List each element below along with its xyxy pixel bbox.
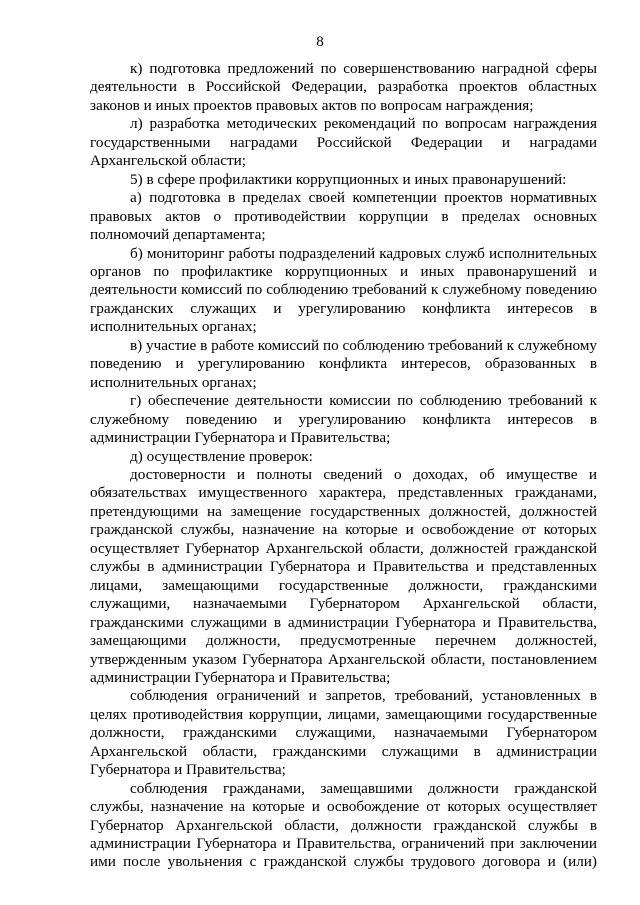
paragraph-k: к) подготовка предложений по совершенствованию наградной сферы деятельности в Российской Федерации, разработка проектов областных законов и иных проектов правовых актов по вопросам награждения;: [90, 60, 597, 114]
paragraph-v: в) участие в работе комиссий по соблюдению требований к служебному поведению и урегулированию конфликта интересов, образованных в исполнительных органах;: [90, 336, 597, 391]
paragraph-a: а) подготовка в пределах своей компетенции проектов нормативных правовых актов о противодействии коррупции в пределах основных полномочий департамента;: [90, 189, 597, 244]
paragraph-g: г) обеспечение деятельности комиссии по соблюдению требований к служебному поведению и урегулированию конфликта интересов в администрации Губернатора и Правительства;: [90, 392, 597, 447]
paragraph-d-compliance: соблюдения ограничений и запретов, требований, установленных в целях противодействия коррупции, лицами, замещающими государственные должности, гражданскими служащими, назначаемыми Губернатором Архангельской области, гражданскими служащими в администрации Губернатора и Правительства;: [90, 687, 597, 779]
paragraph-d: д) осуществление проверок:: [130, 447, 313, 465]
paragraph-d-former-employees: соблюдения гражданами, замещавшими должности гражданской службы, назначение на которые и освобождение от которых осуществляет Губернатор Архангельской области, должности гражданской службы в администрации Губернатора и Правительства, ограничений при заключении ими после увольнения с гражданской службы трудового договора и (или): [90, 779, 597, 871]
paragraph-b: б) мониторинг работы подразделений кадровых служб исполнительных органов по профилактике коррупционных и иных правонарушений и деятельности комиссий по соблюдению требований к служебному поведению гражданских служащих и урегулированию конфликта интересов в исполнительных органах;: [90, 244, 597, 336]
page-number: 8: [316, 34, 324, 50]
section-5-heading: 5) в сфере профилактики коррупционных и иных правонарушений:: [130, 170, 567, 188]
document-body: [90, 60, 597, 872]
paragraph-d-reliability: достоверности и полноты сведений о доходах, об имуществе и обязательствах имущественного характера, представленных гражданами, претендующими на замещение государственных должностей, должностей гражданской службы, назначение на которые и освобождение от которых осуществляет Губернатор Архангельской области, должностей гражданской службы в администрации Губернатора и Правительства и представленных лицами, замещающими государственные должности, гражданскими служащими, назначаемыми Губернатором Архангельской области, гражданскими служащими в администрации Губернатора и Правительства, замещающими должности, предусмотренные перечнем должностей, утвержденным указом Губернатора Архангельской области, постановлением администрации Губернатора и Правительства;: [90, 465, 597, 686]
paragraph-l: л) разработка методических рекомендаций по вопросам награждения государственными наградами Российской Федерации и наградами Архангельской области;: [90, 115, 597, 170]
